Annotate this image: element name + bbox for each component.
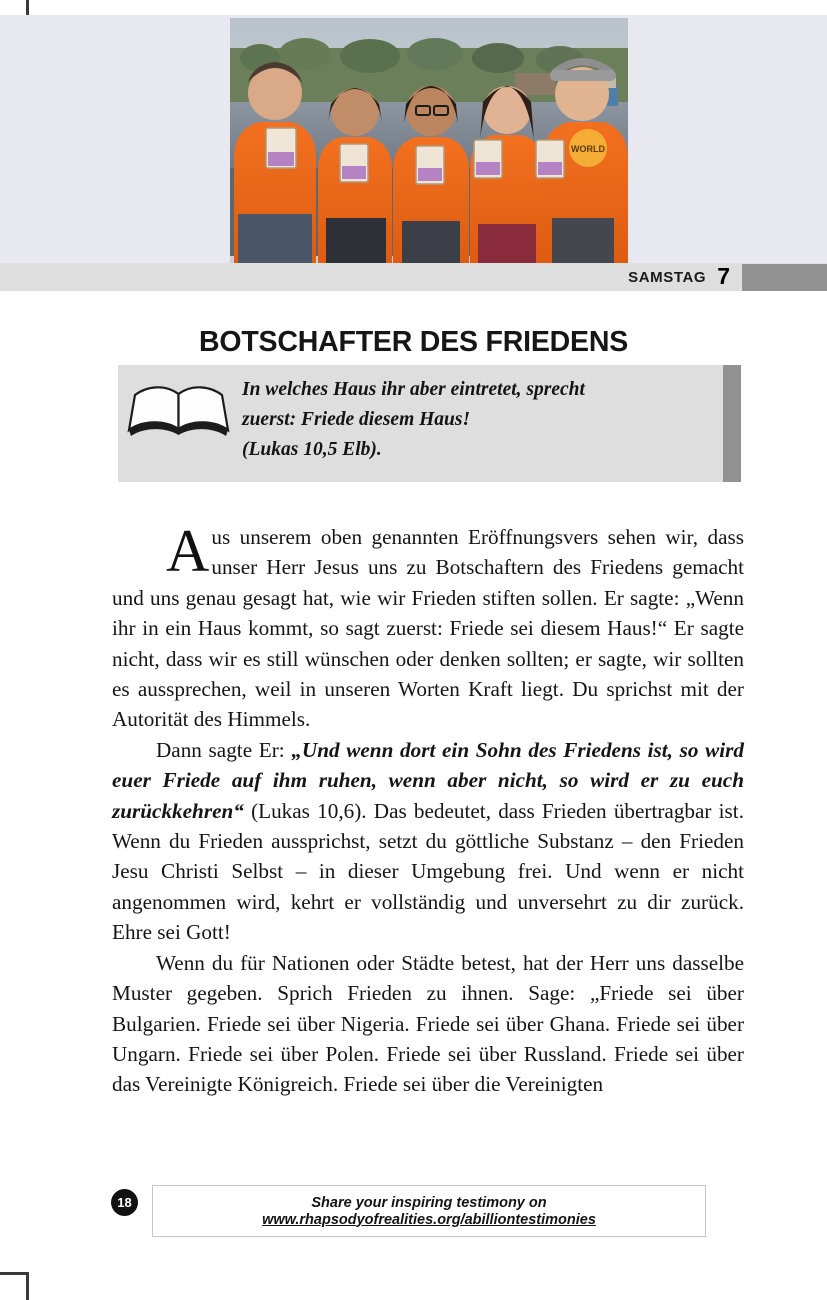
body-paragraph-1-text: us unserem oben genannten Eröffnungsvers sehen wir, dass unser Herr Jesus uns zu Botschaftern des Friedens gemacht und uns genau gesagt hat, wie wir Frieden stiften sollen. Er sagte: „Wenn ihr in ein Haus kommt, so sagt zuerst: Friede sei diesem Haus!“ Er sagte nicht, dass wir es still wünschen oder denken sollten; er sagte, wir sollten es aussprechen, weil in unseren Worten Kraft liegt. Du sprichst mit der Autorität des Himmels. <box>112 525 744 732</box>
scripture-text <box>242 375 717 465</box>
scripture-line-1: In welches Haus ihr aber eintretet, sprecht <box>242 379 585 400</box>
body-paragraph-1 <box>112 518 744 735</box>
body-paragraph-2-quote: „Und wenn dort ein Sohn des Friedens ist, so wird euer Friede auf ihm ruhen, wenn aber nicht, so wird er zu euch zurückkehren“ <box>112 737 745 823</box>
page-number-badge: 18 <box>111 1189 138 1216</box>
date-header <box>0 263 730 291</box>
drop-cap: A <box>166 518 210 584</box>
scripture-box <box>118 365 741 482</box>
open-bible-icon-glyph <box>127 382 230 438</box>
body-paragraph-3: Wenn du für Nationen oder Städte betest, hat der Herr uns dasselbe Muster gegeben. Sprich Frieden zu ihnen. Sage: „Friede sei über Bulgarien. Friede sei über Nigeria. Friede sei über Ghana. Friede sei über Ungarn. Friede sei über Polen. Friede sei über Russland. Friede sei über das Vereinigte Königreich. Friede sei über die Vereinigten <box>112 950 744 1097</box>
open-bible-icon <box>127 382 230 438</box>
body-paragraph-2 <box>112 735 744 948</box>
testimony-url-link[interactable]: www.rhapsodyofrealities.org/abilliontestimonies <box>262 1211 596 1228</box>
svg-text:WORLD: WORLD <box>571 144 605 154</box>
hero-photo-illustration <box>230 18 628 263</box>
weekday-label: SAMSTAG <box>628 268 707 286</box>
crop-mark-bottom-left-horizontal <box>0 1272 29 1275</box>
scripture-accent-bar <box>723 365 741 482</box>
devotional-body <box>112 518 745 1100</box>
body-paragraph-2-intro: Dann sagte Er: <box>156 737 292 762</box>
date-header-accent-block <box>742 264 827 291</box>
page-title: BOTSCHAFTER DES FRIEDENS <box>198 326 629 359</box>
hero-photo <box>230 18 628 263</box>
testimony-prompt: Share your inspiring testimony on <box>311 1194 547 1211</box>
body-paragraph-2-rest: (Lukas 10,6). Das bedeutet, dass Frieden übertragbar ist. Wenn du Frieden aussprichst, setzt du göttliche Substanz – den Frieden Jesu Christi Selbst – in dieser Umgebung frei. Und wenn er nicht angenommen wird, kehrt er vollständig und unversehrt zu dir zurück. Ehre sei Gott! <box>112 798 744 945</box>
testimony-callout <box>152 1185 706 1237</box>
scripture-line-2: zuerst: Friede diesem Haus! <box>242 409 471 430</box>
day-number: 7 <box>717 262 730 289</box>
scripture-reference: (Lukas 10,5 Elb). <box>242 439 382 460</box>
crop-mark-bottom-left-vertical <box>26 1272 29 1300</box>
